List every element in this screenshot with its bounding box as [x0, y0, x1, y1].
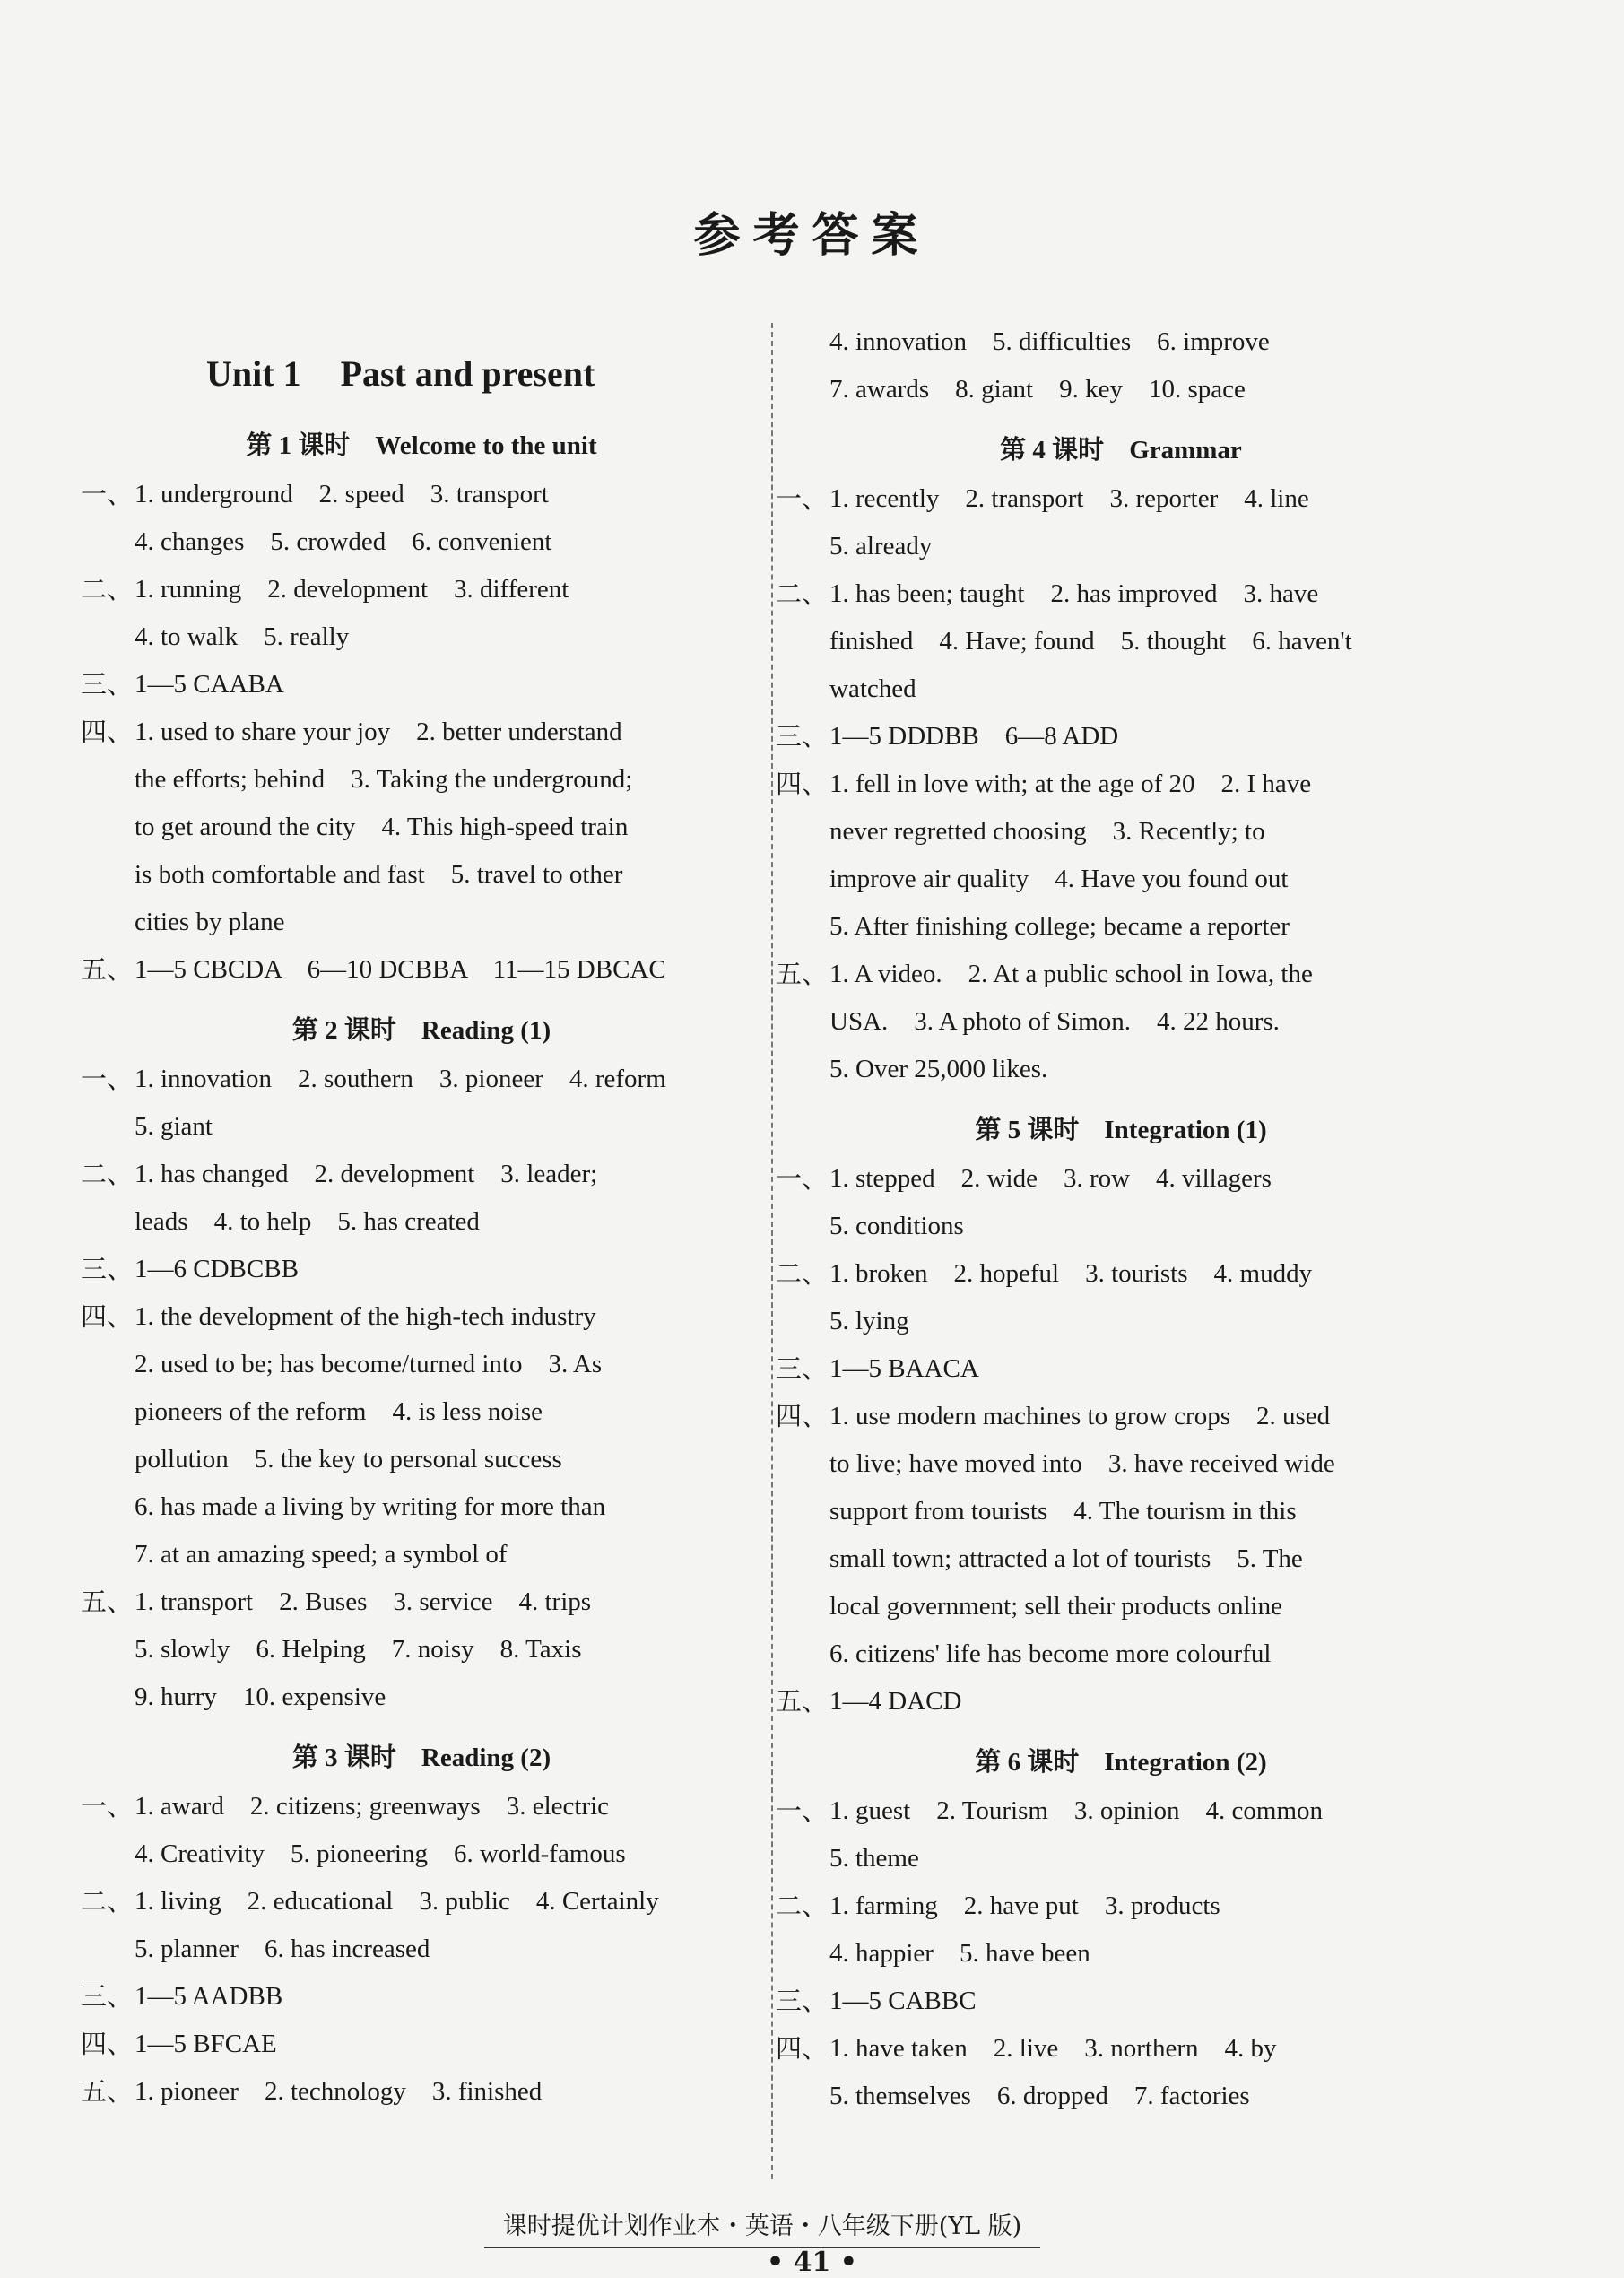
- answer-line: watched: [829, 674, 916, 703]
- left-sections: [81, 425, 762, 2116]
- answer-number: 四、: [776, 769, 829, 799]
- answer-item: [776, 1155, 1466, 1250]
- lesson-number: 第 6 课时: [975, 1748, 1080, 1777]
- answer-line: 1. have taken 2. live 3. northern 4. by: [829, 2034, 1277, 2063]
- answer-text: [135, 1151, 762, 1246]
- lesson-heading: [81, 425, 762, 462]
- answer-item: [81, 1151, 762, 1246]
- answer-number: 三、: [81, 1981, 134, 2012]
- unit-name: Past and present: [340, 353, 595, 394]
- lesson-topic: Grammar: [1129, 436, 1242, 465]
- answer-line: 1. recently 2. transport 3. reporter 4. line: [829, 484, 1309, 513]
- answer-number: 二、: [81, 1886, 134, 1917]
- answer-item: [81, 566, 762, 661]
- answer-line: 9. hurry 10. expensive: [135, 1682, 386, 1711]
- answer-line: 4. happier 5. have been: [829, 1939, 1090, 1968]
- answer-item: [776, 1787, 1466, 1882]
- answer-item: [81, 709, 762, 946]
- answer-line: leads 4. to help 5. has created: [135, 1207, 480, 1236]
- answer-number: 五、: [776, 959, 829, 989]
- answer-item: [81, 1973, 762, 2021]
- answer-line: 1—5 BFCAE: [135, 2030, 277, 2058]
- answer-line: 1—5 BAACA: [829, 1354, 979, 1383]
- answer-item: [776, 1882, 1466, 1978]
- answer-number: 二、: [776, 578, 829, 609]
- answer-item: [81, 1056, 762, 1151]
- answer-text: [829, 2025, 1466, 2120]
- answer-line: improve air quality 4. Have you found out: [829, 865, 1289, 893]
- lesson-topic: Integration (1): [1104, 1116, 1267, 1144]
- answer-number: 四、: [776, 1401, 829, 1431]
- answer-line: 5. themselves 6. dropped 7. factories: [829, 2082, 1250, 2110]
- column-divider: [771, 323, 773, 2179]
- answer-number: 一、: [776, 1795, 829, 1826]
- answer-number: 三、: [81, 669, 134, 700]
- answer-line: never regretted choosing 3. Recently; to: [829, 817, 1265, 846]
- left-column: [81, 318, 762, 2116]
- continued-line: 4. innovation 5. difficulties 6. improve: [829, 327, 1270, 356]
- answer-line: finished 4. Have; found 5. thought 6. haven't: [829, 627, 1352, 656]
- answer-item: [776, 475, 1466, 570]
- answer-line: 4. changes 5. crowded 6. convenient: [135, 527, 552, 556]
- answer-line: 6. has made a living by writing for more than: [135, 1492, 606, 1521]
- answer-number: 三、: [776, 721, 829, 752]
- answer-text: [135, 471, 762, 566]
- answer-number: 四、: [776, 2033, 829, 2064]
- answer-line: 1. guest 2. Tourism 3. opinion 4. common: [829, 1796, 1324, 1825]
- answer-text: [135, 2068, 762, 2116]
- answer-line: 1—6 CDBCBB: [135, 1255, 299, 1283]
- answer-number: 一、: [81, 1791, 134, 1822]
- answer-item: [81, 1293, 762, 1578]
- answer-number: 二、: [81, 1159, 134, 1189]
- answer-number: 五、: [81, 2076, 134, 2107]
- answer-text: [829, 713, 1466, 761]
- answer-line: pioneers of the reform 4. is less noise: [135, 1397, 543, 1426]
- answer-text: [829, 1678, 1466, 1726]
- answer-line: 5. giant: [135, 1112, 213, 1141]
- right-sections: [776, 430, 1466, 2120]
- answer-item: [81, 2021, 762, 2068]
- answer-line: is both comfortable and fast 5. travel to other: [135, 860, 623, 889]
- answer-text: [829, 475, 1466, 570]
- answer-number: 一、: [81, 479, 134, 509]
- answer-line: 5. theme: [829, 1844, 919, 1873]
- answer-line: 4. Creativity 5. pioneering 6. world-famous: [135, 1839, 626, 1868]
- answer-text: [135, 1246, 762, 1293]
- answer-line: 1—5 AADBB: [135, 1982, 283, 2011]
- answer-line: 5. conditions: [829, 1212, 964, 1240]
- answer-line: 4. to walk 5. really: [135, 622, 350, 651]
- answer-line: to get around the city 4. This high-speed train: [135, 813, 629, 841]
- answer-line: 1. A video. 2. At a public school in Iowa, the: [829, 960, 1313, 988]
- answer-number: 三、: [776, 1986, 829, 2016]
- answer-number: 三、: [776, 1353, 829, 1384]
- answer-line: 1. running 2. development 3. different: [135, 575, 569, 604]
- answer-line: 5. Over 25,000 likes.: [829, 1055, 1048, 1083]
- answer-line: 1. living 2. educational 3. public 4. Certainly: [135, 1887, 659, 1916]
- answer-line: 1. has changed 2. development 3. leader;: [135, 1160, 598, 1188]
- answer-item: [776, 2025, 1466, 2120]
- answer-item: [81, 471, 762, 566]
- answer-line: 5. lying: [829, 1307, 909, 1335]
- answer-text: [135, 1293, 762, 1578]
- answer-line: 1. farming 2. have put 3. products: [829, 1891, 1220, 1920]
- answer-line: 1. underground 2. speed 3. transport: [135, 480, 549, 509]
- answer-number: 四、: [81, 717, 134, 747]
- lesson-topic: Reading (1): [421, 1016, 551, 1045]
- lesson-topic: Reading (2): [421, 1743, 551, 1772]
- answer-item: [776, 1345, 1466, 1393]
- answer-line: 1—5 CAABA: [135, 670, 284, 699]
- answer-text: [135, 1056, 762, 1151]
- answer-line: 5. planner 6. has increased: [135, 1935, 430, 1963]
- answer-line: 1. has been; taught 2. has improved 3. have: [829, 579, 1319, 608]
- answer-line: small town; attracted a lot of tourists 5. The: [829, 1544, 1303, 1573]
- answer-line: 1. broken 2. hopeful 3. tourists 4. muddy: [829, 1259, 1313, 1288]
- answer-text: [829, 1250, 1466, 1345]
- answer-text: [135, 1578, 762, 1721]
- answer-item: [81, 946, 762, 994]
- answer-number: 五、: [776, 1686, 829, 1717]
- answer-text: [829, 1978, 1466, 2025]
- answer-text: [135, 2021, 762, 2068]
- answer-line: 5. After finishing college; became a reporter: [829, 912, 1290, 941]
- answer-text: [135, 661, 762, 709]
- answer-text: [829, 1345, 1466, 1393]
- answer-text: [829, 951, 1466, 1093]
- lesson-heading: [776, 430, 1466, 466]
- answer-line: 1. pioneer 2. technology 3. finished: [135, 2077, 543, 2106]
- answer-line: 1—4 DACD: [829, 1687, 962, 1716]
- answer-item: [776, 1250, 1466, 1345]
- lesson-number: 第 1 课时: [246, 431, 351, 460]
- answer-line: local government; sell their products online: [829, 1592, 1282, 1621]
- answer-text: [829, 1787, 1466, 1882]
- page-title: 参考答案: [693, 208, 931, 263]
- unit-label: Unit 1: [206, 353, 301, 394]
- answer-item: [81, 1246, 762, 1293]
- answer-number: 五、: [81, 1587, 134, 1617]
- answer-item: [776, 951, 1466, 1093]
- answer-line: 1. innovation 2. southern 3. pioneer 4. reform: [135, 1065, 666, 1093]
- answer-text: [135, 1783, 762, 1878]
- answer-number: 二、: [776, 1258, 829, 1289]
- answer-number: 一、: [776, 483, 829, 514]
- lesson-number: 第 3 课时: [291, 1743, 396, 1772]
- answer-text: [135, 1973, 762, 2021]
- answer-number: 四、: [81, 1301, 134, 1332]
- answer-line: USA. 3. A photo of Simon. 4. 22 hours.: [829, 1007, 1280, 1036]
- answer-item: [776, 1393, 1466, 1678]
- answer-item: [776, 1978, 1466, 2025]
- answer-number: 二、: [81, 574, 134, 604]
- lesson-number: 第 2 课时: [291, 1016, 396, 1045]
- answer-line: to live; have moved into 3. have received wide: [829, 1449, 1335, 1478]
- answer-line: 1. award 2. citizens; greenways 3. electric: [135, 1792, 610, 1821]
- answer-line: 1. stepped 2. wide 3. row 4. villagers: [829, 1164, 1272, 1193]
- answer-number: 四、: [81, 2029, 134, 2059]
- answer-item: [81, 1878, 762, 1973]
- lesson-heading: [776, 1109, 1466, 1146]
- lesson-heading: [81, 1010, 762, 1047]
- answer-line: 5. slowly 6. Helping 7. noisy 8. Taxis: [135, 1635, 582, 1664]
- answer-line: 1—5 CBCDA 6—10 DCBBA 11—15 DBCAC: [135, 955, 666, 984]
- answer-number: 二、: [776, 1891, 829, 1921]
- answer-item: [776, 713, 1466, 761]
- answer-text: [135, 566, 762, 661]
- answer-item: [776, 570, 1466, 713]
- lesson-heading: [81, 1737, 762, 1774]
- answer-text: [829, 1155, 1466, 1250]
- continued-answers: [776, 318, 1466, 413]
- answer-line: 1—5 CABBC: [829, 1987, 977, 2015]
- answer-text: [135, 946, 762, 994]
- answer-line: 1. use modern machines to grow crops 2. used: [829, 1402, 1331, 1430]
- answer-item: [81, 661, 762, 709]
- answer-line: 5. already: [829, 532, 933, 561]
- answer-item: [776, 1678, 1466, 1726]
- answer-line: 1. transport 2. Buses 3. service 4. trips: [135, 1587, 592, 1616]
- answer-text: [135, 1878, 762, 1973]
- answer-line: pollution 5. the key to personal success: [135, 1445, 562, 1474]
- lesson-topic: Integration (2): [1104, 1748, 1267, 1777]
- answer-line: 1. fell in love with; at the age of 20 2. I have: [829, 769, 1312, 798]
- answer-text: [829, 1882, 1466, 1978]
- answer-item: [81, 1783, 762, 1878]
- page-number: • 41 •: [767, 2247, 857, 2278]
- answer-item: [776, 761, 1466, 951]
- answer-line: 1. used to share your joy 2. better understand: [135, 717, 622, 746]
- answer-text: [829, 1393, 1466, 1678]
- lesson-topic: Welcome to the unit: [375, 431, 597, 460]
- answer-line: support from tourists 4. The tourism in this: [829, 1497, 1297, 1526]
- answer-number: 五、: [81, 954, 134, 985]
- answer-number: 一、: [776, 1163, 829, 1194]
- answer-line: 1. the development of the high-tech industry: [135, 1302, 596, 1331]
- answer-line: 7. at an amazing speed; a symbol of: [135, 1540, 508, 1569]
- answer-line: cities by plane: [135, 908, 285, 936]
- answer-number: 一、: [81, 1064, 134, 1094]
- answer-number: 三、: [81, 1254, 134, 1284]
- answer-text: [829, 761, 1466, 951]
- footer-book-title: 课时提优计划作业本・英语・八年级下册(YL 版): [484, 2206, 1040, 2248]
- right-column: [776, 318, 1466, 2120]
- answer-item: [81, 2068, 762, 2116]
- unit-title: [206, 352, 762, 395]
- answer-line: 2. used to be; has become/turned into 3. As: [135, 1350, 603, 1378]
- answer-text: [135, 709, 762, 946]
- answer-text: [829, 570, 1466, 713]
- answer-line: 1—5 DDDBB 6—8 ADD: [829, 722, 1119, 751]
- answer-line: 6. citizens' life has become more colourful: [829, 1639, 1272, 1668]
- answer-item: [81, 1578, 762, 1721]
- continued-line: 7. awards 8. giant 9. key 10. space: [829, 375, 1246, 404]
- lesson-heading: [776, 1742, 1466, 1778]
- answer-line: the efforts; behind 3. Taking the underground;: [135, 765, 633, 794]
- lesson-number: 第 5 课时: [975, 1116, 1080, 1144]
- lesson-number: 第 4 课时: [1000, 436, 1105, 465]
